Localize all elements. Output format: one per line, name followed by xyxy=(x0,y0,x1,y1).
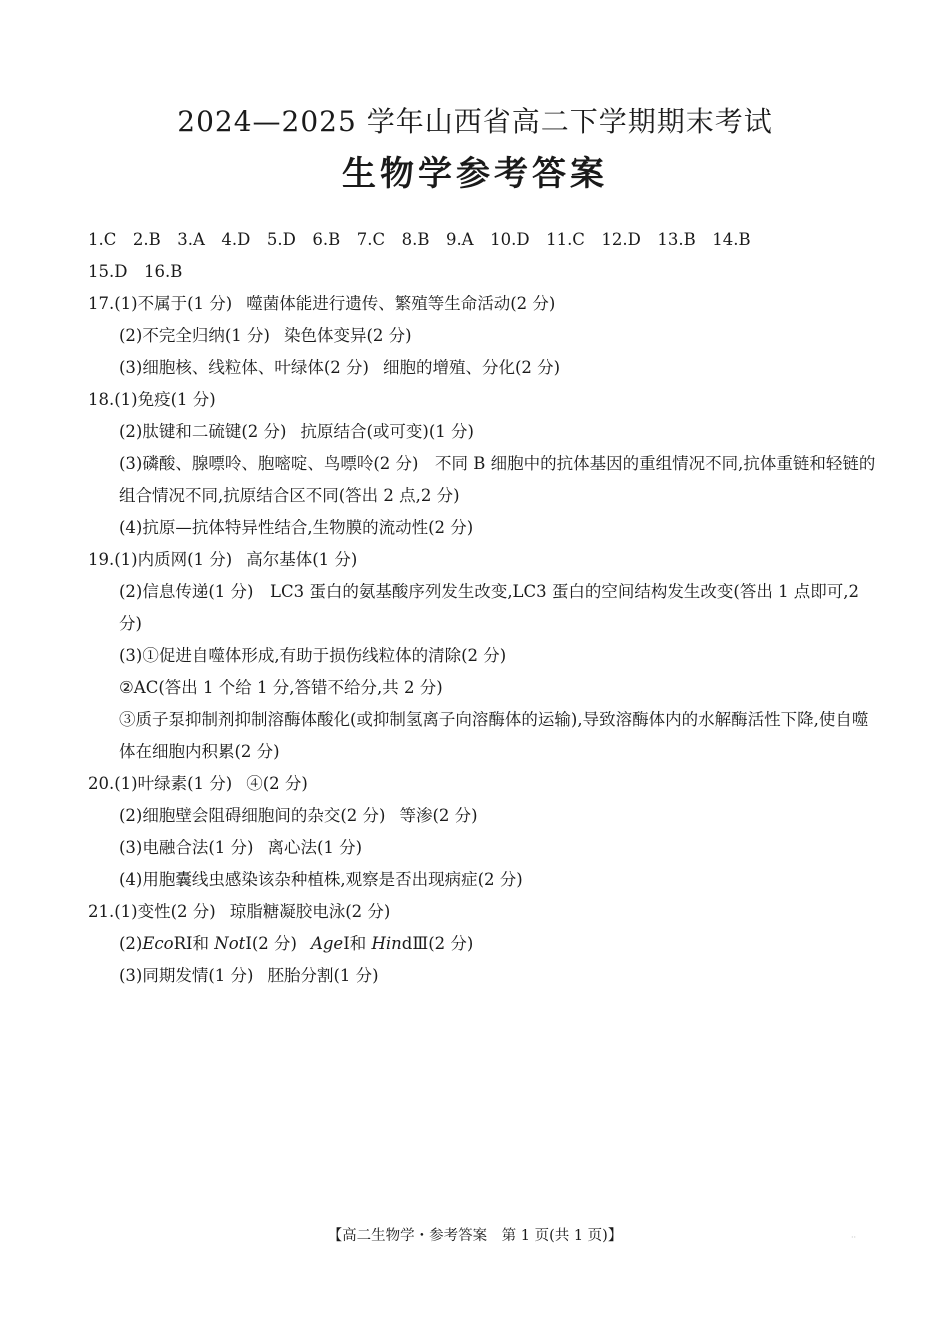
q19-part1: 19.(1)内质网(1 分) 高尔基体(1 分) xyxy=(88,550,358,569)
q21-part2: (2)EcoRⅠ和 NotⅠ(2 分) AgeⅠ和 HindⅢ(2 分) xyxy=(119,934,474,953)
answer-content xyxy=(88,224,878,992)
q17-part2: (2)不完全归纳(1 分) 染色体变异(2 分) xyxy=(119,326,412,345)
q19-part3-2: ②AC(答出 1 个给 1 分,答错不给分,共 2 分) xyxy=(119,678,443,697)
q20-part1: 20.(1)叶绿素(1 分) ④(2 分) xyxy=(88,774,308,793)
q19-part3-1: (3)①促进自噬体形成,有助于损伤线粒体的清除(2 分) xyxy=(119,646,507,665)
q18-part3: (3)磷酸、腺嘌呤、胞嘧啶、鸟嘌呤(2 分) 不同 B 细胞中的抗体基因的重组情况不同,抗体重链和轻链的组合情况不同,抗原结合区不同(答出 2 点,2 分) xyxy=(119,454,876,505)
q21-part1: 21.(1)变性(2 分) 琼脂糖凝胶电泳(2 分) xyxy=(88,902,391,921)
page-subtitle: 生物学参考答案 xyxy=(342,154,608,194)
q18-part1: 18.(1)免疫(1 分) xyxy=(88,390,216,409)
q19-part2: (2)信息传递(1 分) LC3 蛋白的氨基酸序列发生改变,LC3 蛋白的空间结构发生改变(答出 1 点即可,2 分) xyxy=(119,582,860,633)
q17-part3: (3)细胞核、线粒体、叶绿体(2 分) 细胞的增殖、分化(2 分) xyxy=(119,358,561,377)
q19-part3-3: ③质子泵抑制剂抑制溶酶体酸化(或抑制氢离子向溶酶体的运输),导致溶酶体内的水解酶活性下降,使自噬体在细胞内积累(2 分) xyxy=(119,710,869,761)
choice-answers-row-1: 1.C 2.B 3.A 4.D 5.D 6.B 7.C 8.B 9.A 10.D 11.C 12.D 13.B 14.B xyxy=(88,230,751,249)
exam-title: 2024—2025 学年山西省高二下学期期末考试 xyxy=(177,105,773,138)
page-footer: 【高二生物学・参考答案 第 1 页(共 1 页)】 xyxy=(327,1228,623,1244)
choice-answers-row-2: 15.D 16.B xyxy=(88,262,183,281)
q17-part1: 17.(1)不属于(1 分) 噬菌体能进行遗传、繁殖等生命活动(2 分) xyxy=(88,294,556,313)
q20-part4: (4)用胞囊线虫感染该杂种植株,观察是否出现病症(2 分) xyxy=(119,870,523,889)
q20-part3: (3)电融合法(1 分) 离心法(1 分) xyxy=(119,838,363,857)
q21-part3: (3)同期发情(1 分) 胚胎分割(1 分) xyxy=(119,966,379,985)
corner-mark: ·· xyxy=(851,1233,857,1242)
q20-part2: (2)细胞壁会阻碍细胞间的杂交(2 分) 等渗(2 分) xyxy=(119,806,478,825)
q18-part4: (4)抗原—抗体特异性结合,生物膜的流动性(2 分) xyxy=(119,518,474,537)
q18-part2: (2)肽键和二硫键(2 分) 抗原结合(或可变)(1 分) xyxy=(119,422,474,441)
